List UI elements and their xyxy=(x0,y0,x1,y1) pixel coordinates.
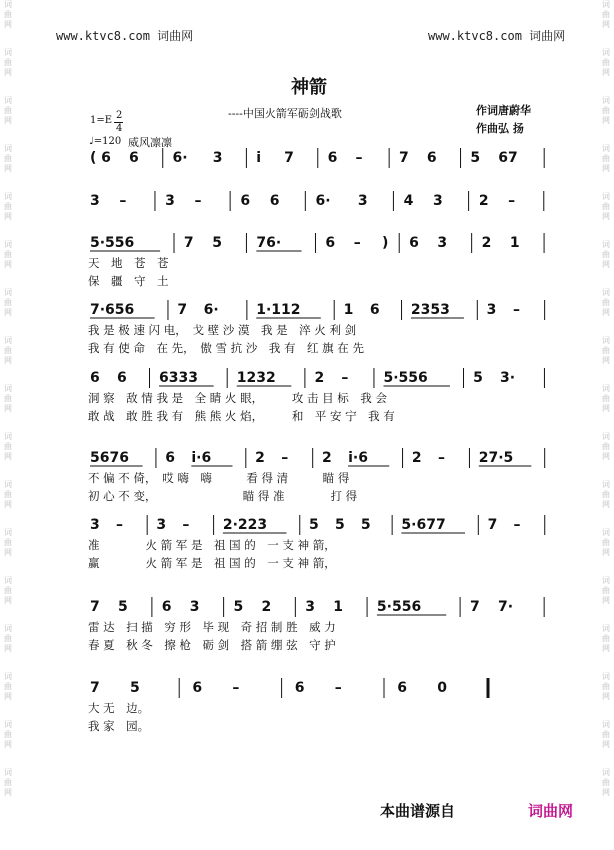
score-note: 5·556 xyxy=(376,599,422,615)
score-note: 3 xyxy=(305,599,315,615)
watermark-glyph: 网 xyxy=(4,20,12,29)
score-note: 6 xyxy=(129,150,139,166)
watermark-glyph: 词 xyxy=(602,528,610,537)
footer-brand[interactable]: 词曲网 xyxy=(528,802,574,820)
lyric-line: 雷 达 扫 描 穷 形 毕 现 奇 招 制 胜 威 力 xyxy=(88,620,336,634)
score-note: 6 xyxy=(294,680,305,696)
score-note: i xyxy=(256,150,262,166)
score-note: 1232 xyxy=(236,370,276,386)
lyric-line: 赢 火 箭 军 是 祖 国 的 一 支 神 箭， xyxy=(88,556,336,570)
score-note: 5·556 xyxy=(90,235,135,251)
score-note: 6 xyxy=(116,370,127,386)
watermark-glyph: 曲 xyxy=(602,154,610,163)
watermark-glyph: 曲 xyxy=(4,154,12,163)
score-note: – xyxy=(182,517,190,533)
score-note: 3 xyxy=(212,150,223,166)
score-note: 6333 xyxy=(159,370,199,386)
watermark-glyph: 网 xyxy=(602,644,610,653)
score-note: – xyxy=(355,150,363,166)
lyric-line: 我 有 使 命 在 先， 傲 雪 抗 沙 我 有 红 旗 在 先 xyxy=(88,341,364,355)
watermark-glyph: 曲 xyxy=(602,202,610,211)
score-note: 3 xyxy=(90,193,100,209)
score-note: 1 xyxy=(343,302,354,318)
watermark-glyph: 词 xyxy=(4,576,12,585)
watermark-glyph: 曲 xyxy=(4,10,12,19)
watermark-glyph: 网 xyxy=(602,68,610,77)
score-note: 7·656 xyxy=(90,302,135,318)
watermark-glyph: 词 xyxy=(4,240,12,249)
watermark-glyph: 曲 xyxy=(602,730,610,739)
score-note: 2·223 xyxy=(222,517,268,533)
score-note: 6 xyxy=(161,599,172,615)
watermark-glyph: 词 xyxy=(602,720,610,729)
watermark-glyph: 曲 xyxy=(602,10,610,19)
score-note: 7 xyxy=(284,150,294,166)
watermark-glyph: 网 xyxy=(4,116,12,125)
watermark-glyph: 网 xyxy=(4,596,12,605)
watermark-glyph: 网 xyxy=(4,404,12,413)
score-note: 7 xyxy=(183,235,194,251)
watermark-glyph: 词 xyxy=(602,48,610,57)
watermark-glyph: 曲 xyxy=(602,778,610,787)
watermark-glyph: 曲 xyxy=(4,538,12,547)
score-note: 6 xyxy=(369,302,380,318)
watermark-glyph: 网 xyxy=(602,164,610,173)
watermark-glyph: 词 xyxy=(4,0,12,9)
score-note: – xyxy=(512,302,520,318)
watermark-glyph: 词 xyxy=(4,384,12,393)
tempo-mood: 威风凛凛 xyxy=(128,136,172,149)
score-note: 5676 xyxy=(90,450,129,466)
song-subtitle: ----中国火箭军砺剑战歌 xyxy=(228,107,342,120)
watermark-glyph: 曲 xyxy=(602,346,610,355)
time-signature-bottom: 4 xyxy=(116,123,123,134)
lyric-line: 大 无 边。 xyxy=(88,701,150,715)
watermark-glyph: 曲 xyxy=(4,346,12,355)
score-note: 7 xyxy=(398,150,409,166)
watermark-glyph: 曲 xyxy=(602,106,610,115)
tempo-mark: ♩=120 xyxy=(89,136,122,147)
watermark-glyph: 网 xyxy=(4,308,12,317)
watermark-glyph: 网 xyxy=(602,548,610,557)
watermark-glyph: 网 xyxy=(602,596,610,605)
score-note: 6 xyxy=(90,370,100,386)
watermark-glyph: 网 xyxy=(4,740,12,749)
score-note: 5 xyxy=(233,599,244,615)
watermark-glyph: 网 xyxy=(602,116,610,125)
score-note: 7 xyxy=(177,302,188,318)
score-note: 2 xyxy=(255,450,265,466)
lyric-line: 天 地 苍 苍 xyxy=(88,256,169,270)
score-note: 5·556 xyxy=(383,370,428,386)
watermark-glyph: 词 xyxy=(4,48,12,57)
score-note: 6 xyxy=(269,193,280,209)
score-note: 2 xyxy=(411,450,422,466)
watermark-glyph: 词 xyxy=(602,0,610,9)
watermark-glyph: 词 xyxy=(4,144,12,153)
watermark-glyph: 网 xyxy=(602,356,610,365)
score-note: 6 xyxy=(426,150,437,166)
watermark-glyph: 词 xyxy=(602,480,610,489)
score-note: – xyxy=(334,680,342,696)
watermark-glyph: 网 xyxy=(4,500,12,509)
watermark-glyph: 词 xyxy=(602,672,610,681)
watermark-glyph: 网 xyxy=(4,548,12,557)
score-note: 6 xyxy=(240,193,251,209)
score-note: 3 xyxy=(156,517,167,533)
score-note: 6 xyxy=(101,150,111,166)
score-note: 5·677 xyxy=(401,517,446,533)
score-note: – xyxy=(341,370,349,386)
score-note: – xyxy=(281,450,289,466)
watermark-glyph: 网 xyxy=(602,452,610,461)
watermark-glyph: 曲 xyxy=(4,202,12,211)
score-note: – xyxy=(115,517,123,533)
watermark-glyph: 曲 xyxy=(4,682,12,691)
score-note: 3 xyxy=(165,193,175,209)
score-note: 2353 xyxy=(410,302,450,318)
lyric-line: 洞 察 敌 情 我 是 全 睛 火 眼， 攻 击 目 标 我 会 xyxy=(88,391,387,405)
watermark-glyph: 曲 xyxy=(4,394,12,403)
score-note: 5 xyxy=(470,150,481,166)
score-note: 1 xyxy=(333,599,343,615)
watermark-glyph: 词 xyxy=(602,768,610,777)
watermark-glyph: 曲 xyxy=(602,58,610,67)
score-note: 3· xyxy=(500,370,516,386)
watermark-glyph: 网 xyxy=(4,788,12,797)
watermark-glyph: 词 xyxy=(4,96,12,105)
score-note: 5 xyxy=(212,235,222,251)
watermark-glyph: 词 xyxy=(602,576,610,585)
score-note: 6 xyxy=(325,235,336,251)
score-note: 2 xyxy=(481,235,492,251)
watermark-glyph: 词 xyxy=(4,480,12,489)
site-link-right[interactable]: www.ktvc8.com 词曲网 xyxy=(428,29,566,43)
score-note: 7 xyxy=(90,680,100,696)
watermark-glyph: 网 xyxy=(4,692,12,701)
watermark-glyph: 曲 xyxy=(602,538,610,547)
score-note: 1 xyxy=(509,235,520,251)
score-note: 3 xyxy=(437,235,448,251)
score-note: – xyxy=(353,235,361,251)
score-note: 6 xyxy=(165,450,175,466)
lyric-line: 不 偏 不 倚， 哎 嗨 嗨 看 得 清 瞄 得 xyxy=(88,471,350,485)
score-note: 7 xyxy=(487,517,498,533)
score-note: 6 xyxy=(192,680,203,696)
watermark-glyph: 词 xyxy=(4,288,12,297)
score-note: 2 xyxy=(478,193,489,209)
score-note: 5 xyxy=(334,517,345,533)
watermark-glyph: 词 xyxy=(4,432,12,441)
time-signature-top: 2 xyxy=(116,110,123,121)
score-note: – xyxy=(232,680,240,696)
score-note: 76· xyxy=(256,235,282,251)
score-note: 2 xyxy=(261,599,272,615)
score-note: ( xyxy=(90,150,97,166)
score-note: 6· xyxy=(315,193,331,209)
watermark-glyph: 曲 xyxy=(4,730,12,739)
site-link-left[interactable]: www.ktvc8.com 词曲网 xyxy=(56,29,194,43)
watermark-glyph: 网 xyxy=(602,212,610,221)
score-note: 2 xyxy=(322,450,332,466)
watermark-glyph: 网 xyxy=(4,212,12,221)
score-note: 6· xyxy=(203,302,219,318)
lyric-line: 春 夏 秋 冬 擦 枪 砺 剑 搭 箭 绷 弦 守 护 xyxy=(88,638,336,652)
watermark-glyph: 曲 xyxy=(602,682,610,691)
score-note: 5 xyxy=(360,517,371,533)
lyricist-credit: 作词唐蔚华 xyxy=(476,104,531,117)
watermark-glyph: 网 xyxy=(4,164,12,173)
watermark-glyph: 网 xyxy=(602,692,610,701)
score-note: 5 xyxy=(473,370,483,386)
score-note: 5 xyxy=(118,599,128,615)
watermark-glyph: 词 xyxy=(602,336,610,345)
watermark-glyph: 曲 xyxy=(602,634,610,643)
watermark-glyph: 曲 xyxy=(602,250,610,259)
watermark-glyph: 网 xyxy=(4,356,12,365)
watermark-glyph: 词 xyxy=(602,288,610,297)
score-note: 3 xyxy=(433,193,443,209)
lyric-line: 保 疆 守 土 xyxy=(88,274,169,288)
watermark-glyph: 网 xyxy=(4,644,12,653)
watermark-glyph: 词 xyxy=(4,336,12,345)
score-note: ) xyxy=(381,235,389,251)
watermark-glyph: 曲 xyxy=(602,490,610,499)
composer-credit: 作曲弘 扬 xyxy=(476,122,524,135)
watermark-glyph: 词 xyxy=(4,672,12,681)
score-note: – xyxy=(513,517,521,533)
lyric-line: 我 是 极 速 闪 电， 戈 壁 沙 漠 我 是 淬 火 利 剑 xyxy=(88,323,357,337)
watermark-glyph: 曲 xyxy=(4,58,12,67)
watermark-glyph: 网 xyxy=(602,308,610,317)
watermark-glyph: 词 xyxy=(4,192,12,201)
watermark-glyph: 曲 xyxy=(4,298,12,307)
watermark-glyph: 词 xyxy=(4,528,12,537)
watermark-glyph: 词 xyxy=(602,96,610,105)
watermark-glyph: 网 xyxy=(4,260,12,269)
score-note: 3 xyxy=(90,517,100,533)
footer-source-text: 本曲谱源自 xyxy=(380,802,456,820)
watermark-glyph: 曲 xyxy=(4,490,12,499)
watermark-glyph: 词 xyxy=(4,624,12,633)
score-note: 27·5 xyxy=(478,450,514,466)
lyric-line: 我 家 园。 xyxy=(88,719,150,733)
watermark-glyph: 网 xyxy=(4,68,12,77)
score-note: 3 xyxy=(486,302,497,318)
score-note: 2 xyxy=(314,370,325,386)
score-note: 1·112 xyxy=(256,302,301,318)
score-note: i·6 xyxy=(191,450,212,466)
watermark-glyph: 网 xyxy=(602,740,610,749)
watermark-glyph: 网 xyxy=(602,404,610,413)
score-note: 4 xyxy=(403,193,414,209)
watermark-glyph: 曲 xyxy=(4,106,12,115)
score-note: 6 xyxy=(409,235,419,251)
score-note: 6 xyxy=(327,150,338,166)
watermark-glyph: 曲 xyxy=(602,586,610,595)
score-note: 0 xyxy=(437,680,447,696)
watermark-glyph: 曲 xyxy=(4,634,12,643)
watermark-glyph: 曲 xyxy=(602,298,610,307)
watermark-glyph: 词 xyxy=(602,192,610,201)
watermark-glyph: 词 xyxy=(602,144,610,153)
watermark-glyph: 曲 xyxy=(4,778,12,787)
watermark-glyph: 词 xyxy=(602,240,610,249)
score-note: 5 xyxy=(130,680,140,696)
score-note: i·6 xyxy=(348,450,368,466)
key-signature: 1=E xyxy=(90,115,113,126)
score-note: 7· xyxy=(497,599,514,615)
watermark-glyph: 网 xyxy=(602,20,610,29)
score-note: – xyxy=(508,193,516,209)
watermark-glyph: 词 xyxy=(4,720,12,729)
lyric-line: 敢 战 敢 胜 我 有 熊 熊 火 焰， 和 平 安 宁 我 有 xyxy=(88,409,395,423)
score-note: – xyxy=(438,450,445,466)
watermark-glyph: 网 xyxy=(602,788,610,797)
song-title: 神箭 xyxy=(291,77,327,98)
score-note: 7 xyxy=(90,599,100,615)
score-note: 6 xyxy=(397,680,407,696)
watermark-glyph: 网 xyxy=(4,452,12,461)
watermark-glyph: 词 xyxy=(602,624,610,633)
watermark-glyph: 网 xyxy=(602,500,610,509)
watermark-glyph: 网 xyxy=(602,260,610,269)
score-note: 5 xyxy=(309,517,319,533)
lyric-line: 准 火 箭 军 是 祖 国 的 一 支 神 箭， xyxy=(88,538,336,552)
score-note: 3 xyxy=(357,193,368,209)
watermark-glyph: 词 xyxy=(4,768,12,777)
score-note: 3 xyxy=(189,599,200,615)
watermark-glyph: 词 xyxy=(602,384,610,393)
score-note: – xyxy=(194,193,202,209)
lyric-line: 初 心 不 变， 瞄 得 准 打 得 xyxy=(88,489,358,503)
watermark-glyph: 词 xyxy=(602,432,610,441)
score-note: 7 xyxy=(469,599,480,615)
watermark-glyph: 曲 xyxy=(602,442,610,451)
score-note: 67 xyxy=(498,150,518,166)
score-note: – xyxy=(119,193,127,209)
watermark-glyph: 曲 xyxy=(4,250,12,259)
watermark-glyph: 曲 xyxy=(4,586,12,595)
score-note: 6· xyxy=(172,150,188,166)
watermark-glyph: 曲 xyxy=(4,442,12,451)
watermark-glyph: 曲 xyxy=(602,394,610,403)
